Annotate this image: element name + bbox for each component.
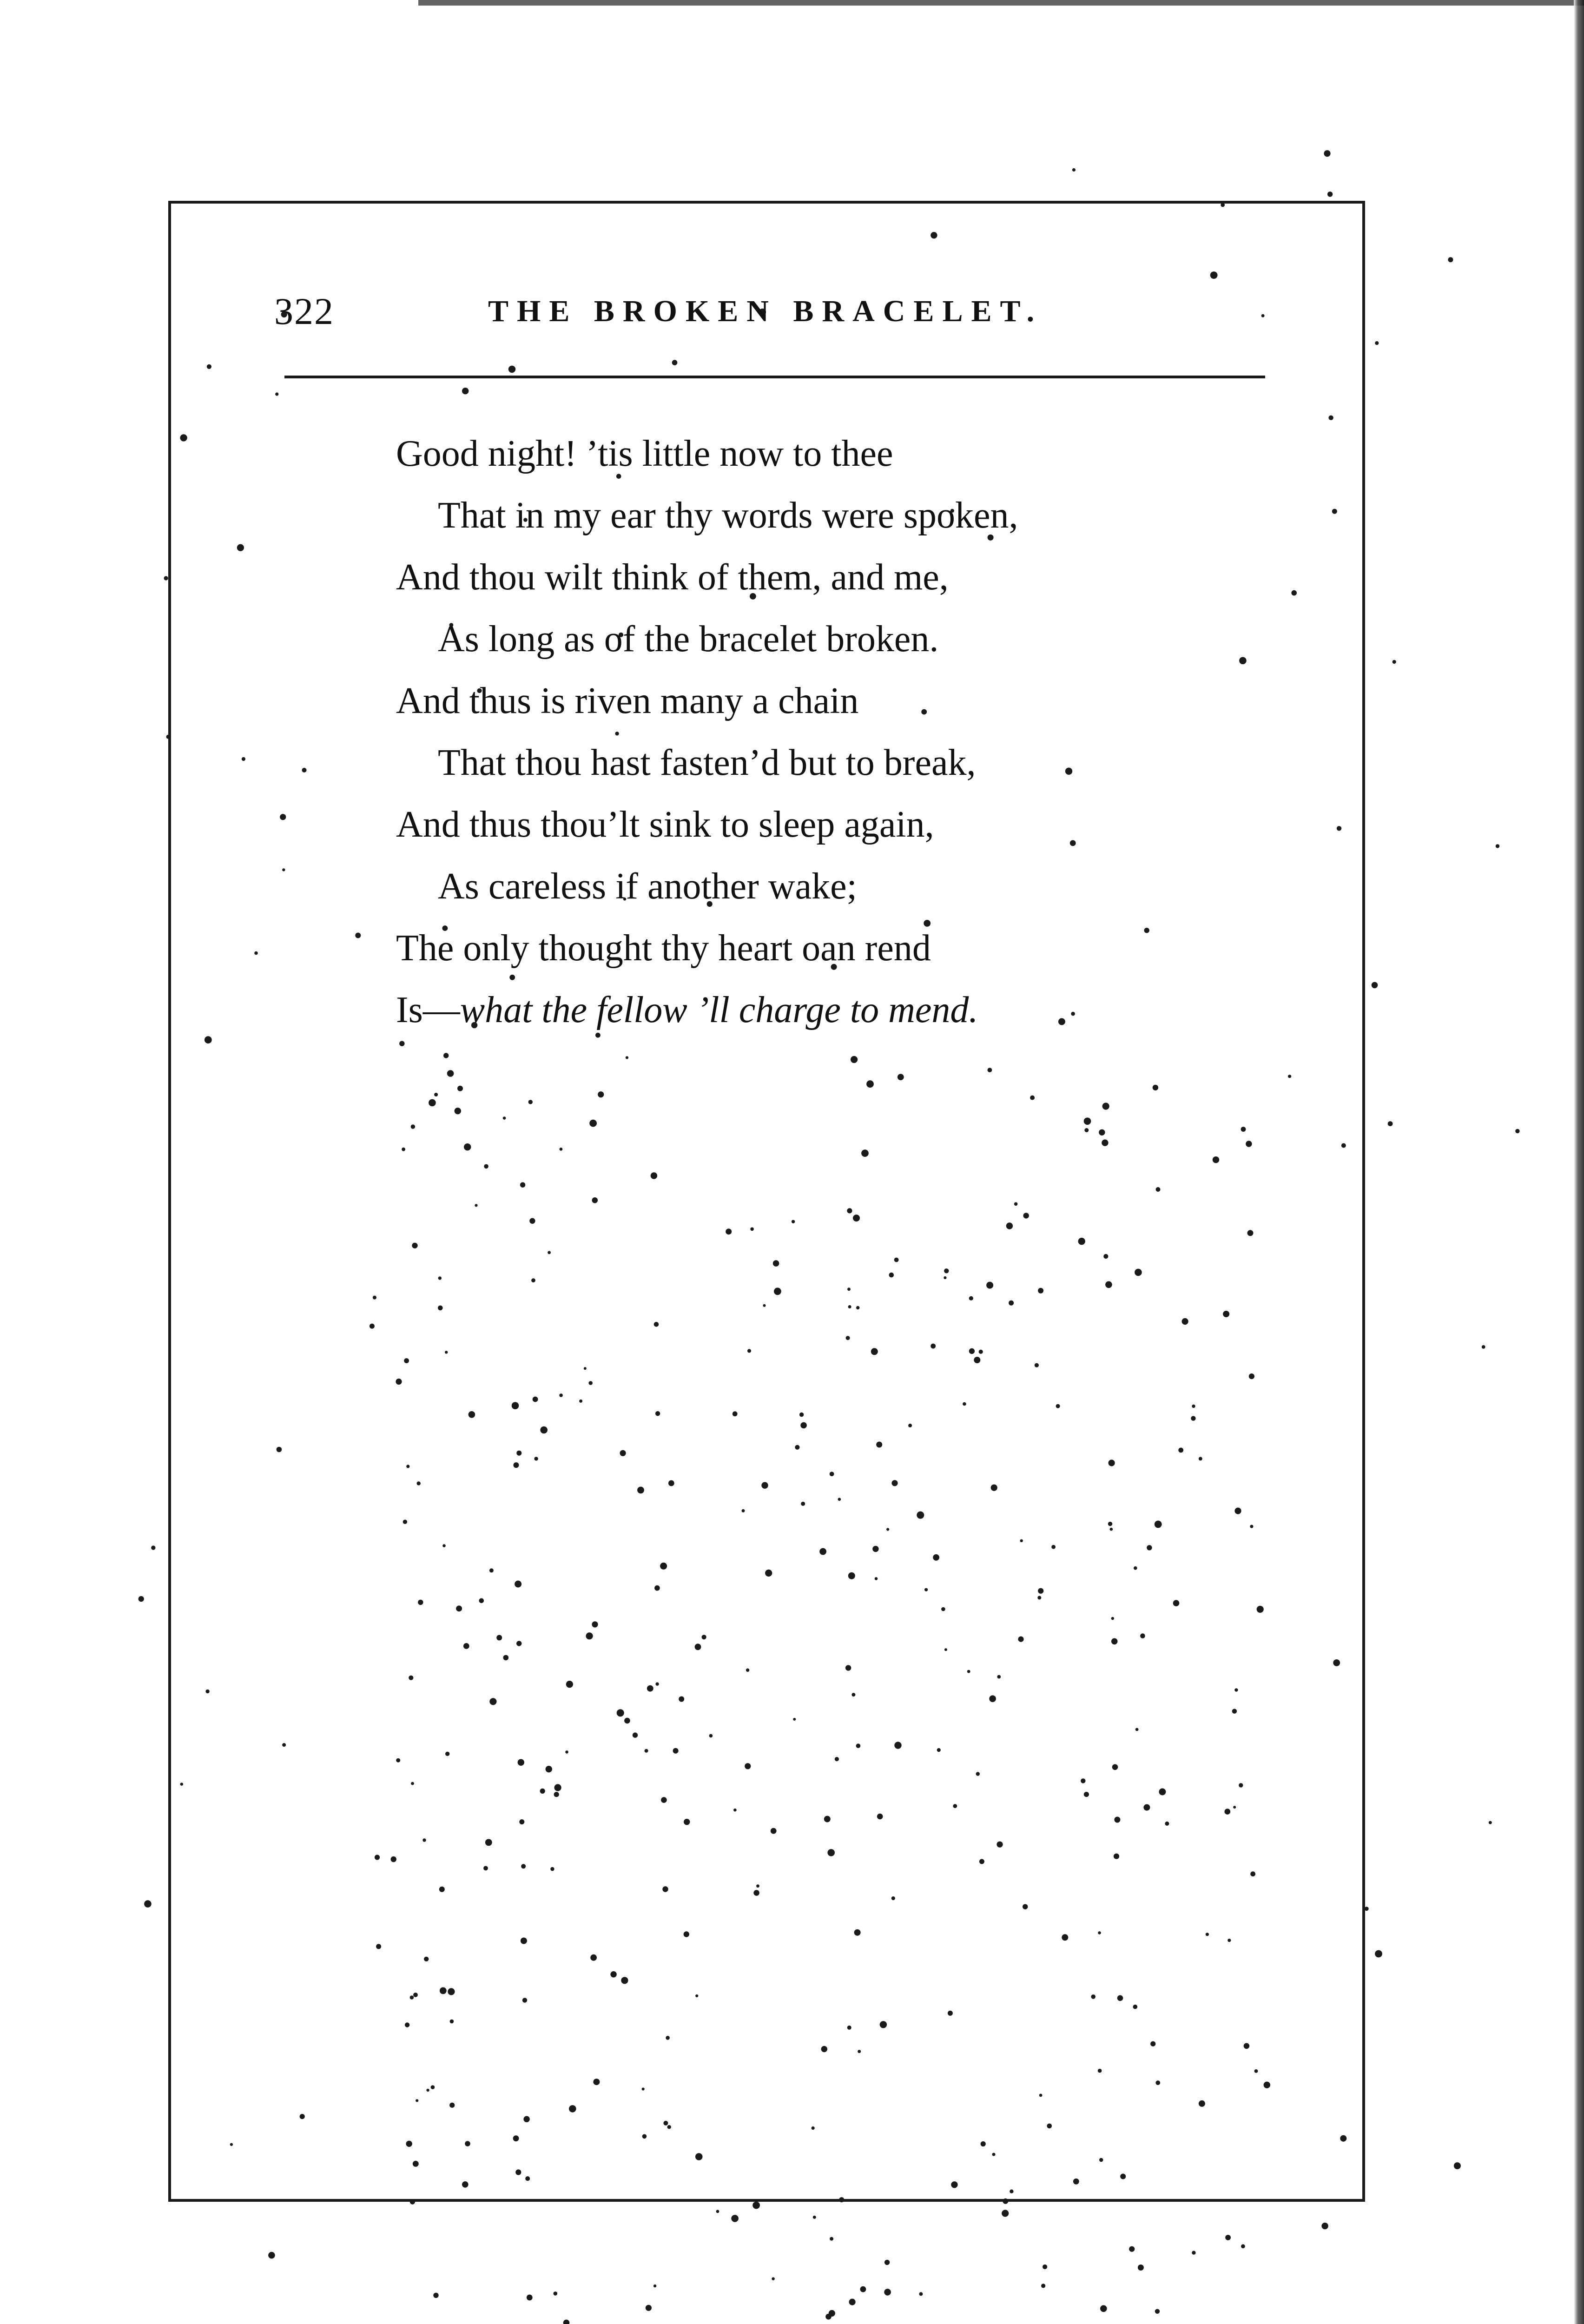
speckle-dot xyxy=(1225,2235,1231,2240)
speckle-dot xyxy=(1365,1907,1369,1911)
scan-top-edge xyxy=(418,0,1584,6)
poem-line-5: And thus is riven many a chain xyxy=(396,680,859,721)
speckle-dot xyxy=(1482,1345,1485,1349)
speckle-dot xyxy=(1043,2265,1047,2269)
speckle-dot xyxy=(646,2305,652,2311)
speckle-dot xyxy=(151,1545,155,1550)
poem-line-10-italic: what the fellow ’ll charge to mend. xyxy=(460,990,978,1030)
speckle-dot xyxy=(1138,2265,1144,2271)
speckle-dot xyxy=(1041,2284,1045,2288)
speckle-dot xyxy=(884,2260,890,2265)
speckle-dot xyxy=(1496,844,1499,848)
speckle-dot xyxy=(1324,150,1330,157)
speckle-dot xyxy=(1192,2251,1195,2255)
speckle-dot xyxy=(144,1900,152,1908)
speckle-dot xyxy=(1489,1821,1492,1824)
speckle-dot xyxy=(830,2237,833,2241)
poem-line-10-prefix: Is— xyxy=(396,990,460,1030)
speckle-dot xyxy=(164,576,168,580)
speckle-dot xyxy=(139,1596,144,1602)
speckle-dot xyxy=(1375,341,1379,345)
speckle-dot xyxy=(1388,1121,1393,1126)
speckle-dot xyxy=(772,2277,775,2280)
speckle-dot xyxy=(884,2289,891,2296)
speckle-dot xyxy=(752,2202,760,2209)
speckle-dot xyxy=(1072,168,1076,172)
speckle-dot xyxy=(1454,2162,1461,2169)
speckle-dot xyxy=(1241,2244,1245,2248)
poem-line-4: As long as of the bracelet broken. xyxy=(438,619,939,660)
speckle-dot xyxy=(731,2215,739,2222)
speckle-dot xyxy=(1375,1950,1382,1958)
speckle-dot xyxy=(1002,2210,1009,2217)
poem-line-8: As careless if another wake; xyxy=(438,866,857,907)
speckle-dot xyxy=(1448,257,1453,262)
header-rule xyxy=(284,376,1265,378)
poem-line-6: That thou hast fasten’d but to break, xyxy=(438,742,976,783)
speckle-dot xyxy=(563,2320,570,2324)
speckle-dot xyxy=(1327,191,1333,197)
poem-line-7: And thus thou’lt sink to sleep again, xyxy=(396,804,934,845)
speckle-dot xyxy=(268,2252,275,2259)
speckle-dot xyxy=(653,2284,656,2287)
poem-line-3: And thou wilt think of them, and me, xyxy=(396,557,949,598)
speckle-dot xyxy=(829,2310,835,2317)
running-head xyxy=(274,284,1274,339)
speckle-dot xyxy=(1100,2305,1107,2312)
speckle-dot xyxy=(813,2216,816,2219)
speckle-dot xyxy=(1321,2223,1328,2229)
page-number: 322 xyxy=(274,290,334,332)
scan-right-edge xyxy=(1574,0,1584,2324)
speckle-dot xyxy=(1372,982,1378,989)
speckle-dot xyxy=(1515,1129,1519,1133)
speckle-dot xyxy=(919,2292,923,2296)
poem-line-1: Good night! ’tis little now to thee xyxy=(396,433,893,474)
running-title: THE BROKEN BRACELET. xyxy=(488,294,1043,328)
speckle-dot xyxy=(860,2286,866,2292)
speckle-dot xyxy=(1393,660,1396,664)
poem-line-2: That in my ear thy words were spoken, xyxy=(438,495,1018,536)
poem-line-9: The only thought thy heart oan rend xyxy=(396,928,931,969)
poem-stanza xyxy=(396,423,1186,1041)
speckle-dot xyxy=(1155,2309,1160,2314)
speckle-dot xyxy=(433,2293,438,2298)
speckle-dot xyxy=(554,2291,558,2296)
poem-line-10 xyxy=(396,979,1186,1041)
speckle-dot xyxy=(527,2295,533,2301)
speckle-dot xyxy=(849,2299,856,2305)
speckle-dot xyxy=(1129,2246,1135,2252)
speckle-dot xyxy=(716,2210,719,2213)
